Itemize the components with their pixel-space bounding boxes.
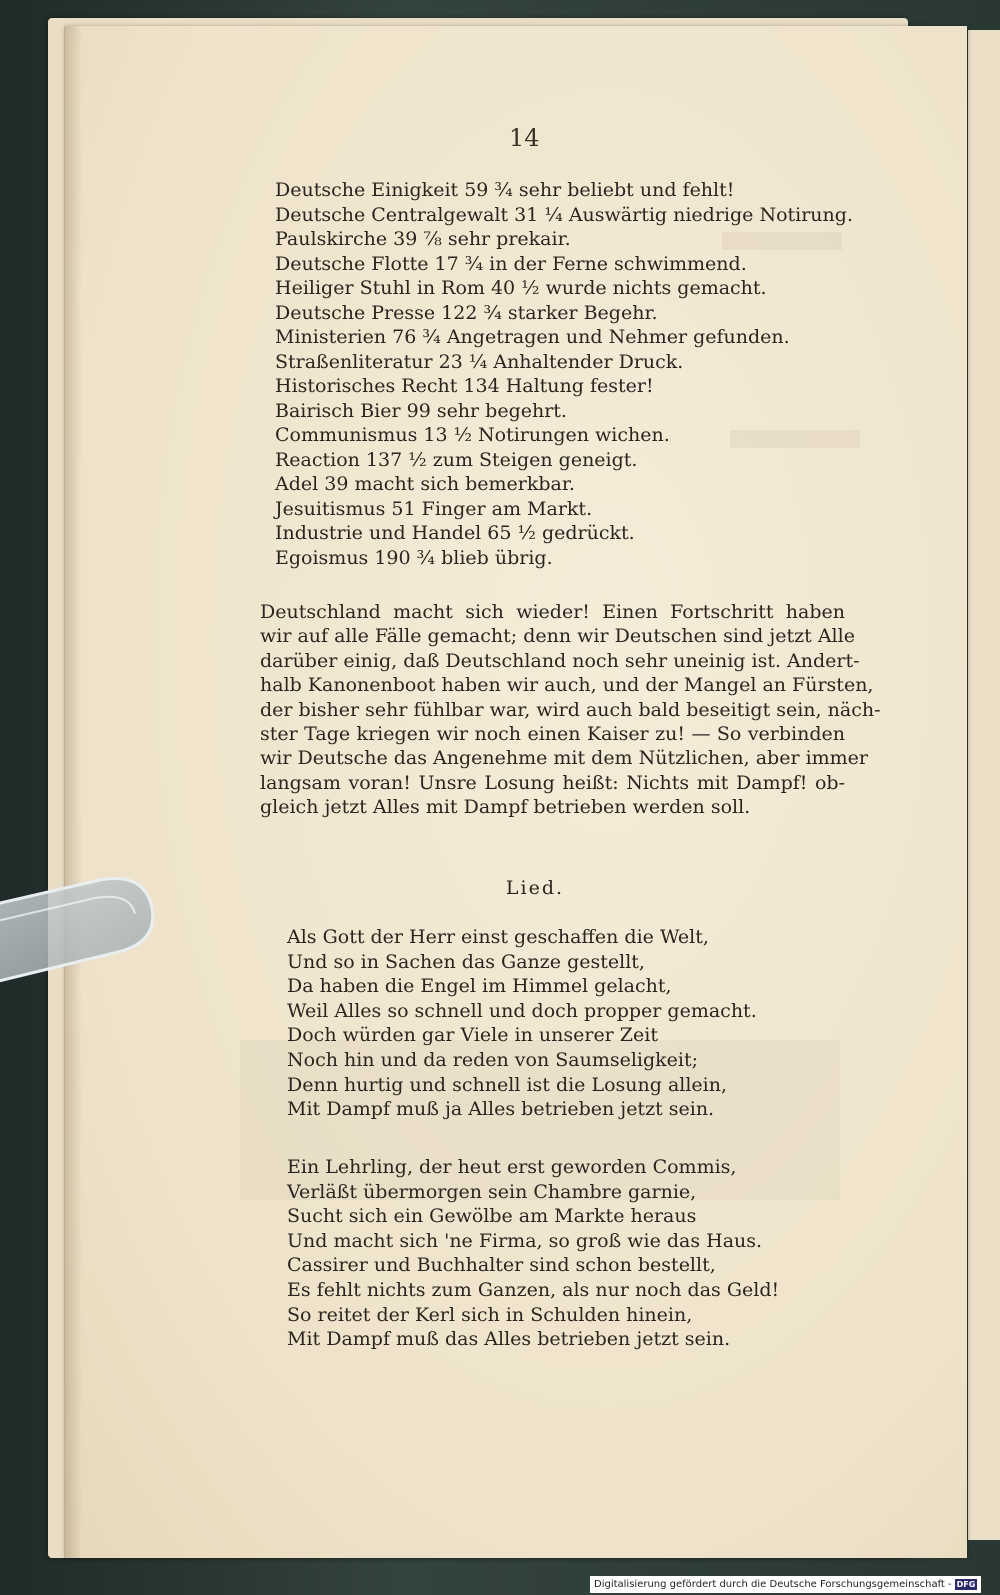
list-line: Ministerien 76 ¾ Angetragen und Nehmer gefunden. — [275, 326, 790, 348]
verse-line: Als Gott der Herr einst geschaffen die Welt, — [287, 926, 709, 948]
paragraph-line: darüber einig, daß Deutschland noch sehr uneinig ist. Andert- — [260, 649, 860, 672]
list-line: Straßenliteratur 23 ¼ Anhaltender Druck. — [275, 350, 684, 373]
list-line: Communismus 13 ½ Notirungen wichen. — [275, 424, 670, 446]
page-number: 14 — [509, 124, 540, 152]
verse-line: Sucht sich ein Gewölbe am Markte heraus — [287, 1205, 697, 1228]
paragraph-line: wir Deutsche das Angenehme mit dem Nützlichen, aber immer — [260, 747, 869, 770]
paragraph-line: langsam voran! Unsre Losung heißt: Nichts mit Dampf! ob- — [260, 771, 845, 794]
song-stanza-1 — [287, 925, 807, 1122]
list-line: Deutsche Presse 122 ¾ starker Begehr. — [275, 301, 658, 324]
paragraph-line: halb Kanonenboot haben wir auch, und der Mangel an Fürsten, — [260, 674, 874, 697]
facing-page-edge — [968, 30, 1000, 1540]
paragraph-line: der bisher sehr fühlbar war, wird auch bald beseitigt sein, näch- — [260, 698, 881, 721]
verse-line: So reitet der Kerl sich in Schulden hinein, — [287, 1303, 693, 1326]
verse-line: Doch würden gar Viele in unserer Zeit — [287, 1024, 658, 1047]
list-line: Paulskirche 39 ⅞ sehr prekair. — [275, 228, 571, 250]
verse-line: Mit Dampf muß das Alles betrieben jetzt sein. — [287, 1328, 731, 1351]
list-line: Historisches Recht 134 Haltung fester! — [275, 375, 654, 397]
verse-line: Mit Dampf muß ja Alles betrieben jetzt sein. — [287, 1098, 715, 1121]
list-line: Deutsche Flotte 17 ¾ in der Ferne schwimmend. — [275, 252, 747, 275]
verse-line: Noch hin und da reden von Saumseligkeit; — [287, 1048, 699, 1071]
page-clip-icon — [0, 870, 160, 990]
list-line: Heiliger Stuhl in Rom 40 ½ wurde nichts gemacht. — [275, 277, 767, 299]
list-line: Adel 39 macht sich bemerkbar. — [275, 473, 575, 495]
paragraph-line: gleich jetzt Alles mit Dampf betrieben werden soll. — [260, 796, 751, 819]
digitization-credit — [590, 1576, 981, 1593]
list-line: Industrie und Handel 65 ½ gedrückt. — [275, 522, 635, 544]
verse-line: Und macht sich 'ne Firma, so groß wie das Haus. — [287, 1229, 763, 1252]
verse-line: Cassirer und Buchhalter sind schon bestellt, — [287, 1254, 716, 1277]
verse-line: Weil Alles so schnell und doch propper gemacht. — [287, 999, 757, 1022]
verse-line: Und so in Sachen das Ganze gestellt, — [287, 950, 645, 973]
paragraph-line: wir auf alle Fälle gemacht; denn wir Deutschen sind jetzt Alle — [260, 625, 855, 648]
list-line: Jesuitismus 51 Finger am Markt. — [275, 497, 593, 520]
list-line: Egoismus 190 ¾ blieb übrig. — [275, 546, 553, 569]
verse-line: Es fehlt nichts zum Ganzen, als nur noch das Geld! — [287, 1278, 780, 1301]
list-line: Reaction 137 ½ zum Steigen geneigt. — [275, 448, 638, 471]
song-stanza-2 — [287, 1155, 807, 1352]
verse-line: Ein Lehrling, der heut erst geworden Commis, — [287, 1156, 737, 1178]
list-line: Bairisch Bier 99 sehr begehrt. — [275, 399, 567, 422]
list-line: Deutsche Einigkeit 59 ¾ sehr beliebt und fehlt! — [275, 179, 735, 201]
paragraph-line: Deutschland macht sich wieder! Einen Fortschritt haben — [260, 601, 845, 623]
song-title: Lied. — [505, 877, 565, 899]
list-line: Deutsche Centralgewalt 31 ¼ Auswärtig niedrige Notirung. — [275, 203, 853, 226]
credit-text: Digitalisierung gefördert durch die Deutsche Forschungsgemeinschaft - — [594, 1579, 952, 1590]
page-fold-shadow — [64, 26, 82, 1558]
paragraph-line: ster Tage kriegen wir noch einen Kaiser zu! — So verbinden — [260, 722, 845, 745]
dfg-logo: DFG — [956, 1579, 976, 1589]
verse-line: Denn hurtig und schnell ist die Losung allein, — [287, 1073, 728, 1096]
verse-line: Da haben die Engel im Himmel gelacht, — [287, 975, 672, 998]
body-paragraph — [260, 600, 881, 820]
stock-list — [275, 178, 865, 570]
verse-line: Verläßt übermorgen sein Chambre garnie, — [287, 1180, 697, 1203]
